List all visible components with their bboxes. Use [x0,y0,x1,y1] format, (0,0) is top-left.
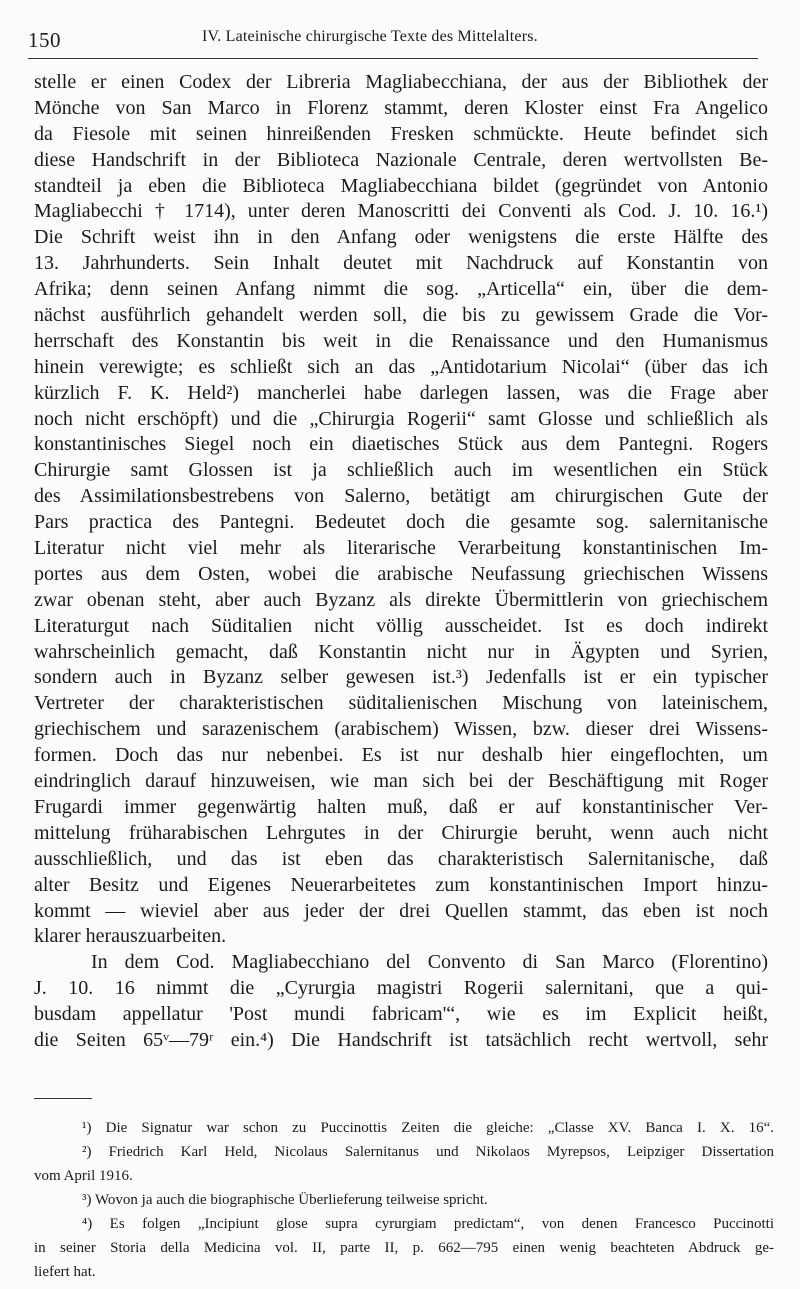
footnote-line: in seiner Storia della Medicina vol. II, parte II, p. 662—795 einen wenig beachteten Abdruck ge- [34,1240,774,1256]
text-line: diese Handschrift in der Biblioteca Nazionale Centrale, deren wertvollsten Be- [34,148,768,171]
text-line: ausschließlich, und das ist eben das charakteristisch Salernitanische, daß [34,847,768,870]
text-line: kürzlich F. K. Held²) mancherlei habe darlegen lassen, was die Frage aber [34,381,768,404]
text-line: portes aus dem Osten, wobei die arabische Neufassung griechischen Wissens [34,562,768,585]
footnote-line: ³) Wovon ja auch die biographische Überlieferung teilweise spricht. [82,1192,488,1208]
text-line: sondern auch in Byzanz selber gewesen ist.³) Jedenfalls ist er ein typischer [34,666,768,689]
text-line: Magliabecchi † 1714), unter deren Manoscritti dei Conventi als Cod. J. 10. 16.¹) [34,200,768,223]
text-line: 13. Jahrhunderts. Sein Inhalt deutet mit Nachdruck auf Konstantin von [34,252,768,275]
body-text [34,70,768,1054]
footnote-line: ¹) Die Signatur war schon zu Puccinottis Zeiten die gleiche: „Classe XV. Banca I. X. 16“. [82,1120,774,1136]
text-line: Afrika; denn seinen Anfang nimmt die sog. „Articella“ ein, über die dem- [34,278,768,301]
footnote-line: liefert hat. [34,1264,96,1280]
text-line: Pars practica des Pantegni. Bedeutet doch die gesamte sog. salernitanische [34,511,768,534]
text-line: Die Schrift weist ihn in den Anfang oder wenigstens die erste Hälfte des [34,226,768,249]
text-line: da Fiesole mit seinen hinreißenden Fresken schmückte. Heute befindet sich [34,122,768,145]
text-line: klarer herauszuarbeiten. [34,925,227,948]
text-line: Chirurgie samt Glossen ist ja schließlich auch im wesentlichen ein Stück [34,459,768,482]
text-line: Vertreter der charakteristischen süditalienischen Mischung von lateinischem, [34,692,768,715]
page-header [28,14,758,59]
footnote-line: ⁴) Es folgen „Incipiunt glose supra cyrurgiam predictam“, von denen Francesco Puccinotti [82,1216,774,1232]
page-number: 150 [28,28,61,52]
text-line: formen. Doch das nur nebenbei. Es ist nur deshalb hier eingeflochten, um [34,744,768,767]
text-line: stelle er einen Codex der Libreria Magliabecchiana, der aus der Bibliothek der [34,71,768,93]
text-line: kommt — wieviel aber aus jeder der drei Quellen stammt, das eben ist noch [34,899,768,922]
text-line: busdam appellatur 'Post mundi fabricam'“, wie es im Explicit heißt, [34,1003,768,1026]
text-line: des Assimilationsbestrebens von Salerno, betätigt am chirurgischen Gute der [34,485,768,508]
footnote-rule [34,1098,92,1099]
text-line: konstantinisches Siegel noch ein diaetisches Stück aus dem Pantegni. Rogers [34,433,768,456]
text-line: herrschaft des Konstantin bis weit in die Renaissance und den Humanismus [34,329,768,352]
text-line: alter Besitz und Eigenes Neuerarbeitetes zum konstantinischen Import hinzu- [34,873,768,896]
running-head: IV. Lateinische chirurgische Texte des Mittelalters. [202,28,538,45]
text-line: noch nicht erschöpft) und die „Chirurgia Rogerii“ samt Glosse und schließlich als [34,407,768,430]
text-line: J. 10. 16 nimmt die „Cyrurgia magistri Rogerii salernitani, que a qui- [34,977,768,1000]
text-line: hinein verewigte; es schließt sich an das „Antidotarium Nicolai“ (über das ich [34,355,768,378]
text-line: wahrscheinlich gemacht, daß Konstantin nicht nur in Ägypten und Syrien, [34,640,768,663]
footnote-line: ²) Friedrich Karl Held, Nicolaus Salernitanus und Nikolaos Myrepsos, Leipziger Dissertation [82,1144,774,1160]
text-line: Mönche von San Marco in Florenz stammt, deren Kloster einst Fra Angelico [34,96,768,119]
text-line: zwar obenan steht, aber auch Byzanz als direkte Übermittlerin von griechischem [34,588,768,611]
footnote-line: vom April 1916. [34,1168,133,1184]
text-line: die Seiten 65ᵛ—79ʳ ein.⁴) Die Handschrift ist tatsächlich recht wertvoll, sehr [34,1028,768,1051]
text-line: standteil ja eben die Biblioteca Magliabecchiana bildet (gegründet von Antonio [34,174,768,197]
text-line: eindringlich darauf hinzuweisen, wie man sich bei der Beschäftigung mit Roger [34,770,768,793]
footnotes [34,1116,774,1284]
text-line: mittelung früharabischen Lehrgutes in der Chirurgie beruht, wenn auch nicht [34,821,768,844]
text-line: griechischem und sarazenischem (arabischem) Wissen, bzw. dieser drei Wissens- [34,718,768,741]
text-line: nächst ausführlich gehandelt werden soll, die bis zu gewissem Grade die Vor- [34,304,768,327]
text-line: Literatur nicht viel mehr als literarische Verarbeitung konstantinischen Im- [34,537,768,560]
text-line: Literaturgut nach Süditalien nicht völlig ausscheidet. Ist es doch indirekt [34,614,768,637]
text-line: In dem Cod. Magliabecchiano del Convento di San Marco (Florentino) [91,951,768,974]
text-line: Frugardi immer gegenwärtig halten muß, daß er auf konstantinischer Ver- [34,795,768,818]
